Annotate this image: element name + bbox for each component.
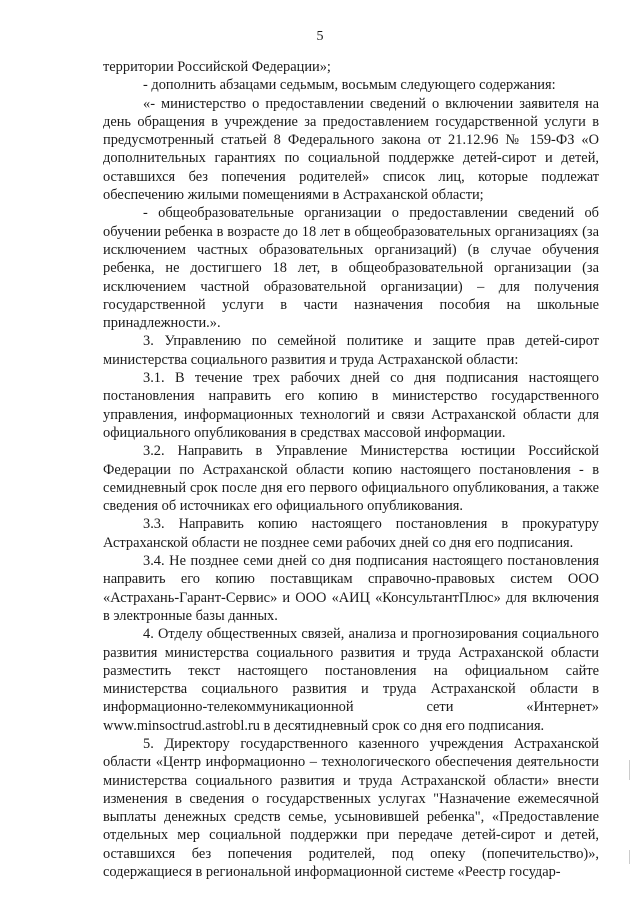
paragraph-continuation: территории Российской Федерации»; [103,59,331,75]
paragraph-item-4: 4. Отделу общественных связей, анализа и прогнозирования социального развития министерства социального развития и труда Астраханской области разместить текст настоящего постановления на официальном сайте министерства социального развития и труда Астраханской области в информационно-телекоммуникационной сети «Интернет» www.minsoctrud.astrobl.ru в десятидневный срок со дня его подписания. [103,626,599,734]
paragraph-amendment-intro: - дополнить абзацами седьмым, восьмым следующего содержания: [143,77,556,94]
paragraph-item-3-3: 3.3. Направить копию настоящего постановления в прокуратуру Астраханской области не позднее семи рабочих дней со дня его подписания. [103,516,599,551]
paragraph-item-3: 3. Управлению по семейной политике и защите прав детей-сирот министерства социального развития и труда Астраханской области: [103,333,599,368]
scan-edge-mark [629,850,630,864]
scan-edge-mark [629,760,630,780]
paragraph-item-3-2: 3.2. Направить в Управление Министерства юстиции Российской Федерации по Астраханской области копию настоящего постановления - в семидневный срок после дня его первого официального опубликования, а также сведения об источниках его официального опубликования. [103,443,599,515]
paragraph-schools-clause: - общеобразовательные организации о предоставлении сведений об обучении ребенка в возрасте до 18 лет в общеобразовательных организациях (за исключением частных образовательных организаций) (в случае обучения ребенка, не достигшего 18 лет, в общеобразовательной организации (за исключением частной образовательной организации) – для получения государственной услуги в части назначения пособия на школьные принадлежности.». [103,205,599,332]
page-number: 5 [316,29,324,44]
document-body [103,58,599,881]
paragraph-item-3-4: 3.4. Не позднее семи дней со дня подписания настоящего постановления направить его копию поставщикам справочно-правовых систем ООО «Астрахань-Гарант-Сервис» и ООО «АИЦ «КонсультантПлюс» для включения в электронные базы данных. [103,553,599,624]
paragraph-ministry-clause: «- министерство о предоставлении сведений о включении заявителя на день обращения в учреждение за предоставлением государственной услуги в предусмотренный статьей 8 Федерального закона от 21.12.96 № 159-ФЗ «О дополнительных гарантиях по социальной поддержке детей-сирот и детей, оставшихся без попечения родителей» список лиц, которые подлежат обеспечению жилыми помещениями в Астраханской области; [103,95,599,204]
paragraph-item-3-1: 3.1. В течение трех рабочих дней со дня подписания настоящего постановления направить его копию в министерство государственного управления, информационных технологий и связи Астраханской области для официального опубликования в средствах массовой информации. [103,370,599,441]
paragraph-item-5: 5. Директору государственного казенного учреждения Астраханской области «Центр информационно – технологического обеспечения деятельности министерства социального развития и труда Астраханской области» внести изменения в сведения о государственных услугах "Назначение ежемесячной выплаты денежных средств семье, усыновившей ребенка", «Предоставление отдельных мер социальной поддержки при передаче детей-сирот и детей, оставшихся без попечения родителей, под опеку (попечительство)», содержащиеся в региональной информационной системе «Реестр государ- [103,735,599,881]
